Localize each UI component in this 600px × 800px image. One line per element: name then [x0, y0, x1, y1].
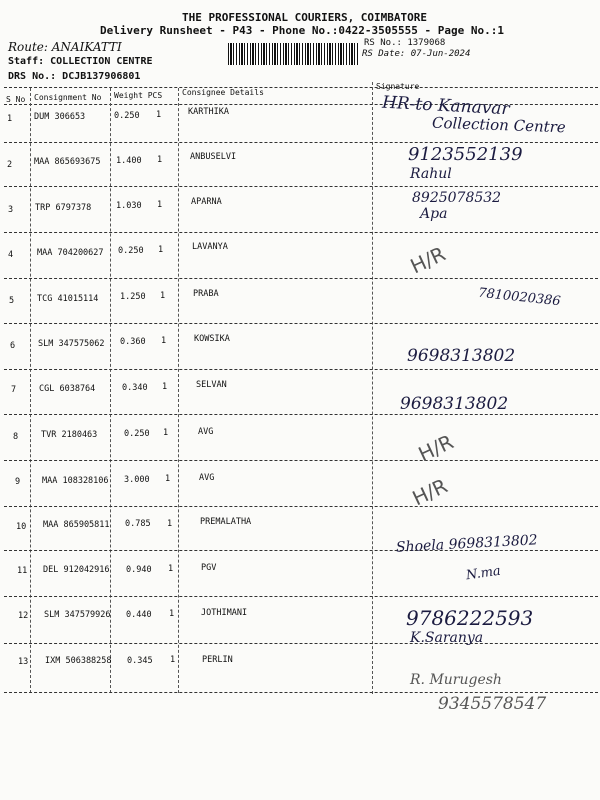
- runsheet-title: Delivery Runsheet - P43 - Phone No.:0422-3505555 - Page No.:1: [100, 24, 504, 37]
- col-consignment-header: Consignment No: [34, 93, 102, 102]
- signature-row2-name: Rahul: [410, 166, 452, 182]
- row-rule: [4, 232, 598, 233]
- row-consignee: LAVANYA: [192, 242, 228, 252]
- header-top-rule: [4, 87, 598, 88]
- row-consignee: PERLIN: [202, 655, 233, 665]
- row-rule: [4, 369, 598, 370]
- row-consignee: ANBUSELVI: [190, 152, 237, 162]
- row-rule: [4, 643, 598, 644]
- signature-row11: N.ma: [465, 563, 502, 584]
- row-weight: 0.360: [120, 337, 146, 347]
- row-consignee: AVG: [198, 427, 214, 437]
- drs-number: DRS No.: DCJB137906801: [8, 71, 141, 82]
- signature-row13-name: R. Murugesh: [410, 672, 502, 688]
- row-weight: 0.440: [126, 610, 152, 620]
- row-weight: 0.940: [126, 565, 152, 575]
- row-pcs: 1: [158, 245, 164, 255]
- row-rule: [4, 596, 598, 597]
- row-pcs: 1: [162, 382, 168, 392]
- row-sno: 8: [13, 432, 19, 442]
- row-weight: 1.250: [120, 292, 146, 302]
- row-sno: 1: [7, 114, 13, 124]
- row-sno: 6: [10, 341, 16, 351]
- row-pcs: 1: [167, 519, 173, 529]
- row-weight: 0.250: [124, 429, 150, 439]
- row-weight: 0.345: [127, 656, 153, 666]
- row-pcs: 1: [170, 655, 176, 665]
- row-sno: 2: [7, 160, 13, 170]
- row-sno: 11: [17, 566, 28, 576]
- row-sno: 10: [16, 522, 27, 532]
- row-consignment: SLM 347575062: [38, 339, 105, 349]
- col-divider: [178, 88, 179, 693]
- row-weight: 0.340: [122, 383, 148, 393]
- signature-row1-line2: Collection Centre: [431, 113, 567, 137]
- row-sno: 3: [8, 205, 14, 215]
- row-weight: 3.000: [124, 475, 150, 485]
- row-weight: 0.785: [125, 519, 151, 529]
- row-consignee: PREMALATHA: [200, 517, 252, 527]
- row-consignee: SELVAN: [196, 380, 227, 390]
- staff-label: Staff: COLLECTION CENTRE: [8, 56, 153, 67]
- row-consignment: TVR 2180463: [41, 430, 98, 440]
- row-pcs: 1: [160, 291, 166, 301]
- row-weight: 1.400: [116, 156, 142, 166]
- signature-row1-line1: HR-to Kanavar: [381, 92, 511, 120]
- row-pcs: 1: [169, 609, 175, 619]
- company-name: THE PROFESSIONAL COURIERS, COIMBATORE: [182, 11, 428, 24]
- row-pcs: 1: [161, 336, 167, 346]
- col-divider: [110, 88, 111, 693]
- row-consignment: CGL 6038764: [39, 384, 96, 394]
- col-divider: [372, 82, 373, 694]
- row-pcs: 1: [156, 110, 162, 120]
- row-consignment: MAA 865693675: [34, 157, 101, 167]
- signature-row2-phone: 9123552139: [408, 144, 523, 165]
- row-pcs: 1: [168, 564, 174, 574]
- row-rule: [4, 323, 598, 324]
- row-rule: [4, 460, 598, 461]
- row-rule: [4, 550, 598, 551]
- row-pcs: 1: [165, 474, 171, 484]
- row-consignment: MAA 108328106: [42, 476, 109, 486]
- row-consignee: APARNA: [191, 197, 222, 207]
- col-divider: [30, 88, 31, 693]
- row-rule: [4, 142, 598, 143]
- signature-row6-phone: 9698313802: [407, 346, 516, 366]
- row-sno: 4: [8, 250, 14, 260]
- hr-stamp-row8: H/R: [414, 429, 458, 467]
- signature-row10: Shoela 9698313802: [395, 532, 538, 556]
- row-rule: [4, 186, 598, 187]
- row-weight: 0.250: [114, 111, 140, 121]
- row-pcs: 1: [163, 428, 169, 438]
- row-consignee: PGV: [201, 563, 217, 573]
- row-consignment: SLM 347579926: [44, 610, 111, 620]
- row-weight: 0.250: [118, 246, 144, 256]
- row-weight: 1.030: [116, 201, 142, 211]
- col-sno-header: S No: [6, 95, 26, 104]
- rs-date: RS Date: 07-Jun-2024: [362, 49, 471, 59]
- col-consignee-header: Consignee Details: [182, 88, 264, 97]
- row-consignment: DEL 912042916: [43, 565, 110, 575]
- barcode: [228, 43, 360, 65]
- row-rule: [4, 414, 598, 415]
- row-pcs: 1: [157, 200, 163, 210]
- row-sno: 5: [9, 296, 15, 306]
- signature-row13-phone: 9345578547: [438, 694, 547, 714]
- signature-row12-name: K.Saranya: [410, 630, 484, 646]
- route-label: Route: ANAIKATTI: [8, 40, 122, 54]
- row-sno: 9: [15, 477, 21, 487]
- signature-row3-phone: 8925078532: [412, 190, 502, 206]
- row-consignment: IXM 506388258: [45, 656, 112, 666]
- row-rule: [4, 506, 598, 507]
- row-consignee: KOWSIKA: [194, 334, 230, 344]
- row-consignment: TRP 6797378: [35, 203, 92, 213]
- col-weight-header: Weight PCS: [114, 91, 163, 100]
- row-consignment: MAA 865905811: [43, 520, 110, 530]
- row-consignee: JOTHIMANI: [201, 608, 248, 618]
- row-consignment: MAA 704200627: [37, 248, 104, 258]
- hr-stamp-row4: H/R: [406, 241, 450, 279]
- hr-stamp-row9: H/R: [408, 473, 452, 511]
- row-consignee: KARTHIKA: [188, 107, 229, 117]
- signature-row3-name: Apa: [420, 206, 448, 222]
- row-consignment: TCG 41015114: [37, 294, 99, 304]
- signature-row12-phone: 9786222593: [406, 606, 534, 630]
- row-sno: 12: [18, 611, 29, 621]
- row-pcs: 1: [157, 155, 163, 165]
- row-rule: [4, 692, 598, 693]
- row-sno: 7: [11, 385, 17, 395]
- row-consignee: AVG: [199, 473, 215, 483]
- row-consignment: DUM 306653: [34, 112, 86, 122]
- row-consignee: PRABA: [193, 289, 219, 299]
- rs-number: RS No.: 1379068: [364, 38, 446, 48]
- col-signature-header: Signature: [376, 82, 420, 91]
- row-sno: 13: [18, 657, 29, 667]
- row-rule: [4, 278, 598, 279]
- signature-row7-phone: 9698313802: [400, 394, 509, 414]
- signature-row5-phone: 7810020386: [477, 285, 562, 310]
